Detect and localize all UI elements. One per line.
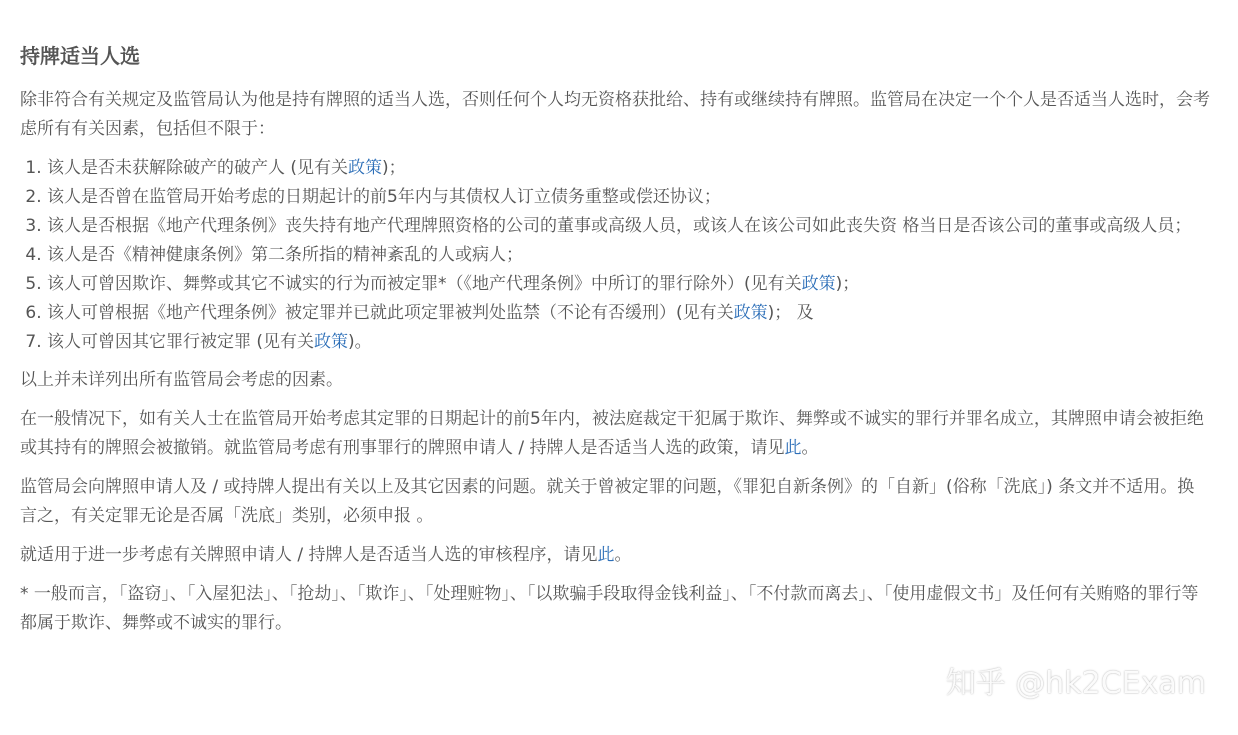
policy-link[interactable]: 政策	[348, 158, 383, 178]
zhihu-watermark: 知乎 @hk2CExam	[945, 666, 1206, 701]
list-item-suffix: )；	[382, 158, 406, 178]
list-item-suffix: )； 及	[767, 303, 814, 323]
list-item	[47, 270, 1210, 299]
list-item-text: 该人是否《精神健康条例》第二条所指的精神紊乱的人或病人；	[47, 245, 523, 265]
list-item	[47, 183, 1210, 212]
review-procedure-link[interactable]: 此	[597, 545, 615, 565]
list-item-suffix: )；	[835, 274, 860, 294]
policy-link[interactable]: 政策	[314, 332, 349, 352]
rehabilitation-paragraph: 监管局会向牌照申请人及 / 或持牌人提出有关以上及其它因素的问题。就关于曾被定罪的问题，《罪犯自新条例》的「自新」(俗称「洗底」) 条文并不适用。换言之，有关定罪无论是否属「洗底」类别，必须申报 。	[20, 477, 1195, 526]
review-paragraph	[20, 541, 1210, 570]
list-item	[47, 328, 1210, 357]
general-paragraph-suffix: 。	[801, 438, 819, 458]
general-paragraph	[20, 405, 1210, 463]
list-item-text: 该人是否未获解除破产的破产人 (见有关	[47, 158, 349, 178]
not-exhaustive-paragraph: 以上并未详列出所有监管局会考虑的因素。	[20, 370, 343, 390]
list-item-text: 该人是否曾在监管局开始考虑的日期起计的前5年内与其债权人订立债务重整或偿还协议；	[47, 187, 721, 207]
criteria-list	[20, 154, 1210, 357]
list-item	[47, 241, 1210, 270]
list-item-text: 该人可曾因其它罪行被定罪 (见有关	[47, 332, 315, 352]
article	[20, 40, 1210, 648]
list-item-text: 该人是否根据《地产代理条例》丧失持有地产代理牌照资格的公司的董事或高级人员，或该人在该公司如此丧失资 格当日是否该公司的董事或高级人员；	[47, 216, 1192, 236]
footnote: * 一般而言，「盗窃」、「入屋犯法」、「抢劫」、「欺诈」、「处理赃物」、「以欺骗手段取得金钱利益」、「不付款而离去」、「使用虚假文书」及任何有关贿赂的罪行等都属于欺诈、舞弊或不诚实的罪行。	[20, 584, 1199, 633]
review-paragraph-text: 就适用于进一步考虑有关牌照申请人 / 持牌人是否适当人选的审核程序，请见	[20, 545, 598, 565]
list-item-text: 该人可曾因欺诈、舞弊或其它不诚实的行为而被定罪*（《地产代理条例》中所订的罪行除外）(见有关	[47, 274, 802, 294]
list-item-suffix: )。	[348, 332, 372, 352]
policy-link[interactable]: 政策	[801, 274, 836, 294]
list-item	[47, 212, 1210, 241]
list-item	[47, 299, 1210, 328]
general-paragraph-text: 在一般情况下，如有关人士在监管局开始考虑其定罪的日期起计的前5年内，被法庭裁定干犯属于欺诈、舞弊或不诚实的罪行并罪名成立，其牌照申请会被拒绝或其持有的牌照会被撤销。就监管局考虑有刑事罪行的牌照申请人 / 持牌人是否适当人选的政策，请见	[20, 409, 1204, 458]
list-item	[47, 154, 1210, 183]
policy-link[interactable]: 政策	[733, 303, 768, 323]
review-paragraph-suffix: 。	[614, 545, 632, 565]
criminal-policy-link[interactable]: 此	[784, 438, 802, 458]
list-item-text: 该人可曾根据《地产代理条例》被定罪并已就此项定罪被判处监禁（不论有否缓刑）(见有关	[47, 303, 734, 323]
intro-paragraph: 除非符合有关规定及监管局认为他是持有牌照的适当人选，否则任何个人均无资格获批给、持有或继续持有牌照。监管局在决定一个个人是否适当人选时，会考虑所有有关因素，包括但不限于：	[20, 90, 1210, 139]
page-title: 持牌适当人选	[20, 44, 140, 68]
